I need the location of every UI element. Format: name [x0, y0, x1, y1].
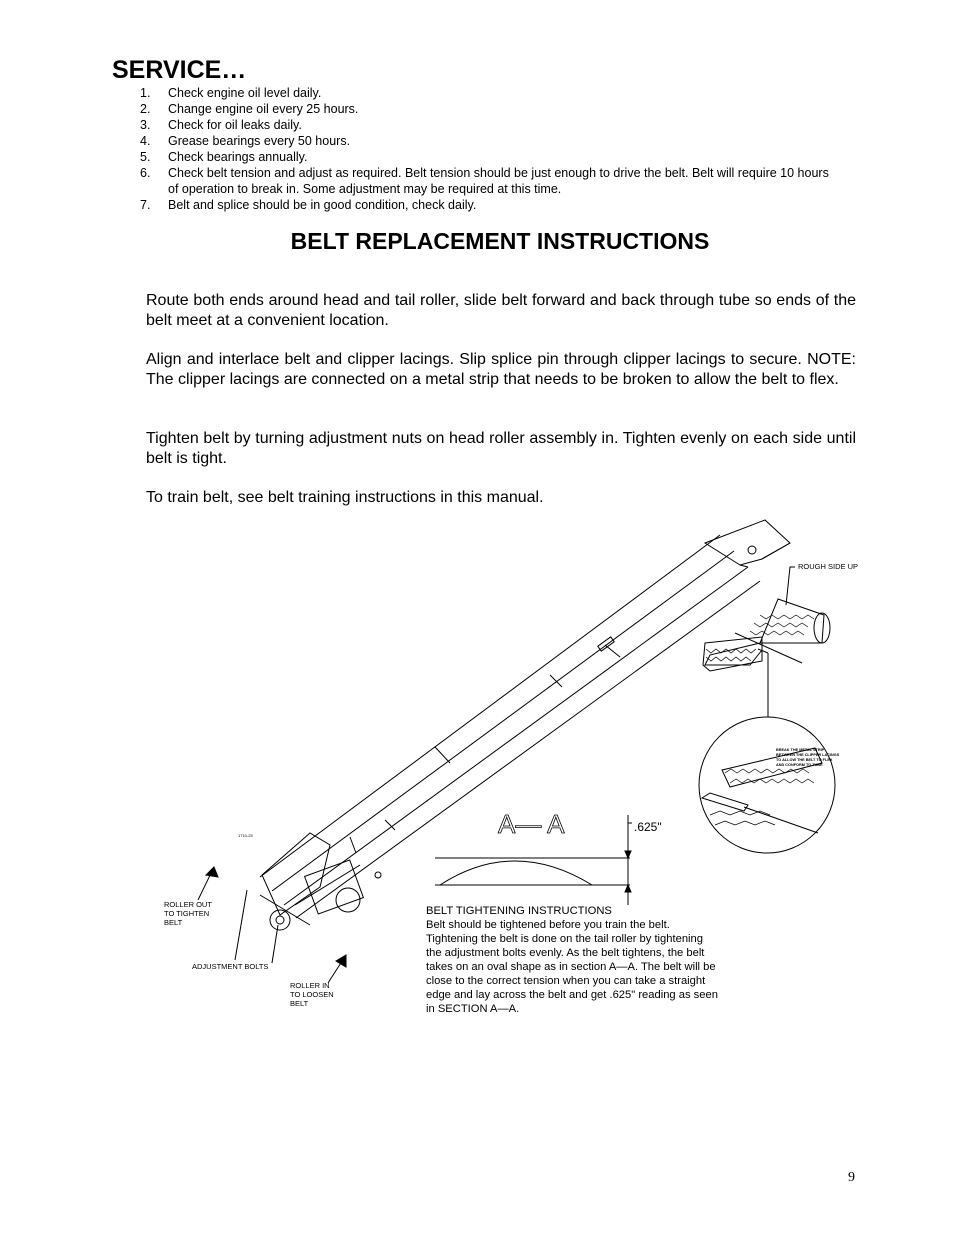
item-text: Check for oil leaks daily. — [168, 118, 302, 132]
item-text: Belt and splice should be in good condition, check daily. — [168, 198, 477, 212]
adjustment-bolts-label: ADJUSTMENT BOLTS — [192, 962, 269, 971]
roller-in-line-1: ROLLER IN — [290, 981, 330, 990]
item-text: Check bearings annually. — [168, 150, 308, 164]
paragraph-tighten: Tighten belt by turning adjustment nuts on head roller assembly in. Tighten evenly on each side until belt is tight. — [146, 430, 856, 467]
break-note-line-4: AND CONFORM TO TUBE — [776, 763, 823, 767]
tightening-line-3: the adjustment bolts evenly. As the belt tightens, the belt — [426, 947, 705, 959]
item-text: Check belt tension and adjust as required. Belt tension should be just enough to drive the belt. Belt will require 10 hours of operation to break in. Some adjustment may be required at this time. — [168, 166, 829, 196]
belt-diagram — [150, 515, 870, 1025]
list-item — [140, 133, 840, 149]
item-text: Check engine oil level daily. — [168, 86, 322, 100]
roller-in-line-2: TO LOOSEN — [290, 990, 334, 999]
service-list — [140, 85, 840, 213]
tightening-line-7: in SECTION A—A. — [426, 1003, 520, 1015]
roller-out-line-3: BELT — [164, 918, 183, 927]
head-hopper — [705, 520, 790, 567]
service-title: SERVICE… — [112, 56, 247, 84]
page-number: 9 — [848, 1170, 855, 1185]
paragraph-route: Route both ends around head and tail roller, slide belt forward and back through tube so ends of the belt meet at a convenient location. — [146, 292, 856, 329]
list-item — [140, 101, 840, 117]
item-number: 5. — [140, 150, 151, 164]
paragraph-align: Align and interlace belt and clipper lacings. Slip splice pin through clipper lacings to secure. NOTE: The clipper lacings are connected on a metal strip that needs to be broken to allow the belt to flex. — [146, 351, 856, 388]
tightening-title: BELT TIGHTENING INSTRUCTIONS — [426, 905, 612, 917]
belt-replacement-title: BELT REPLACEMENT INSTRUCTIONS — [290, 228, 710, 254]
dimension-value: .625" — [634, 820, 662, 834]
part-number: 1710-25 — [238, 833, 253, 838]
item-number: 2. — [140, 102, 151, 116]
item-number: 1. — [140, 86, 151, 100]
break-note-line-1: BREAK THE METAL STRIP — [776, 748, 825, 752]
list-item — [140, 85, 840, 101]
rough-side-up-label: ROUGH SIDE UP — [798, 562, 859, 571]
roller-out-line-2: TO TIGHTEN — [164, 909, 210, 918]
list-item — [140, 165, 840, 197]
tightening-line-2: Tightening the belt is done on the tail roller by tightening — [426, 933, 703, 945]
section-label: A— A — [498, 809, 565, 839]
list-item — [140, 117, 840, 133]
tightening-line-1: Belt should be tightened before you train the belt. — [426, 919, 670, 931]
list-item — [140, 149, 840, 165]
belt-oval-section — [440, 861, 592, 885]
item-text: Grease bearings every 50 hours. — [168, 134, 351, 148]
tightening-line-4: takes on an oval shape as in section A—A. The belt will be — [426, 961, 716, 973]
roller-out-arrow — [198, 867, 218, 900]
roller-in-arrow — [328, 955, 346, 983]
break-note-line-3: TO ALLOW THE BELT TO FLEX — [776, 758, 833, 762]
item-number: 4. — [140, 134, 151, 148]
roller-in-line-3: BELT — [290, 999, 309, 1008]
item-text: Change engine oil every 25 hours. — [168, 102, 359, 116]
list-item — [140, 197, 840, 213]
item-number: 6. — [140, 166, 151, 180]
adjustment-bolts-leader — [235, 890, 278, 963]
tightening-line-6: edge and lay across the belt and get .625" reading as seen — [426, 989, 718, 1001]
roller-out-line-1: ROLLER OUT — [164, 900, 212, 909]
tightening-line-5: close to the correct tension when you can take a straight — [426, 975, 706, 987]
conveyor-tube — [260, 535, 760, 918]
item-number: 3. — [140, 118, 151, 132]
belt-roll — [703, 599, 830, 671]
break-note-line-2: BETWEEN THE CLIPPER LACINGS — [776, 753, 840, 757]
paragraph-train: To train belt, see belt training instructions in this manual. — [146, 489, 544, 506]
rough-side-leader — [786, 567, 795, 605]
item-number: 7. — [140, 198, 151, 212]
detail-circle — [699, 717, 835, 853]
